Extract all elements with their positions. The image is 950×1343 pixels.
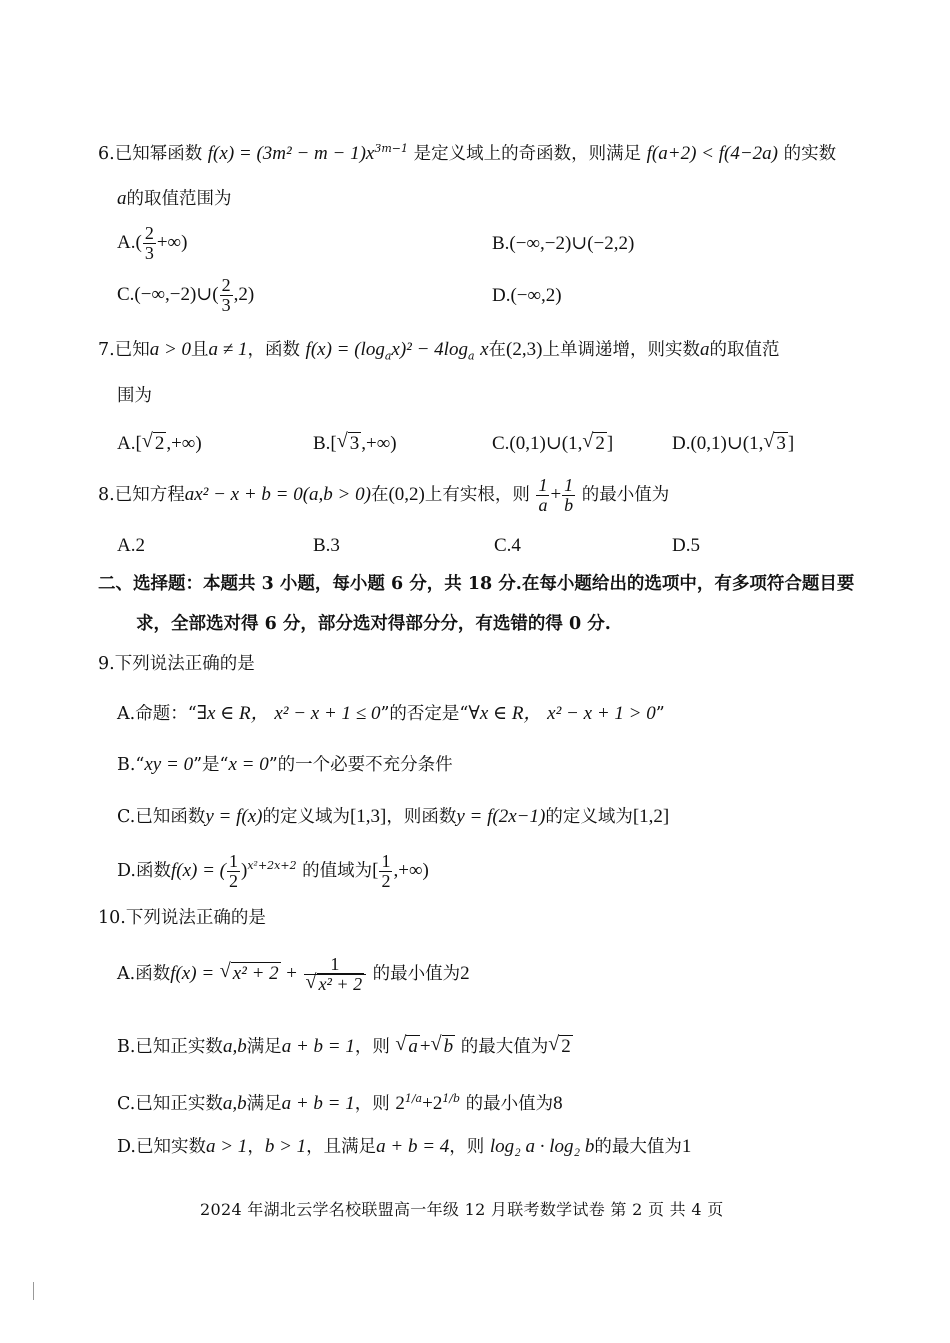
q6-option-c: C.(−∞,−2)∪( $\frac{2}{3}$ ,2): [117, 275, 255, 315]
q8-option-b: B.3: [313, 535, 340, 556]
q10-option-a: A.函数f(x) = √ x² + 2 + 1 √ x² + 2 的最小值为2: [117, 955, 470, 994]
q6-line2: a的取值范围为: [117, 188, 232, 209]
q7-line2: 围为: [117, 386, 152, 406]
q8-option-d: D.5: [672, 535, 700, 556]
q9-option-b: B.“xy = 0”是“x = 0”的一个必要不充分条件: [117, 754, 453, 775]
q6-inequality: f(a+2) < f(4−2a): [646, 143, 778, 164]
q10-stem: 10.下列说法正确的是: [98, 908, 266, 928]
section-2-heading-line2: 求，全部选对得 6 分，部分选对得部分分，有选错的得 0 分.: [136, 614, 611, 634]
scan-edge-mark: [33, 1282, 34, 1300]
q6-option-a: A.( $\frac{2}{3}$ +∞): [117, 223, 188, 263]
q9-option-d: D.函数f(x) = ( $\frac{1}{2}$ )$^{x^2+2x+2}$ 的值域为[ $\frac{1}{2}$ ,+∞): [117, 851, 429, 891]
q7-option-b: B.[√ 3 ,+∞): [313, 434, 397, 453]
section-2-heading: 二、选择题：本题共 3 小题，每小题 6 分，共 18 分.在每小题给出的选项中，有多项符合题目要: [98, 574, 855, 594]
q7-stem: 7.已知a > 0且a ≠ 1，函数 $f(x) = (\log_ax)^2 - 4\log_a$ x在(2,3)上单调递增，则实数a的取值范: [98, 339, 780, 363]
q7-option-d: D.(0,1)∪(1,√ 3 ]: [672, 434, 794, 453]
q6-function: f(x) = (3m² − m − 1)x: [207, 143, 375, 164]
q8-option-a: A.2: [117, 535, 145, 556]
q9-stem: 9.下列说法正确的是: [98, 654, 255, 674]
q9-option-a: A.命题：“∃x ∈ R， x² − x + 1 ≤ 0”的否定是“∀x ∈ R， x² − x + 1 > 0”: [117, 703, 665, 724]
q10-option-d: D.已知实数a > 1，b > 1，且满足a + b = 4，则 log₂ a · log₂ b的最大值为1: [117, 1136, 692, 1157]
q6-stem: 6.已知幂函数 $f(x) = (3m^2 - m - 1)x^{3m-1}$ 是定义域上的奇函数，则满足 f(a+2) < f(4−2a) 的实数: [98, 142, 837, 164]
q7-option-a: A.[√ 2 ,+∞): [117, 434, 202, 453]
q8-option-c: C.4: [494, 535, 521, 556]
q6-exponent: 3m−1: [374, 142, 408, 156]
q6-option-d: D.(−∞,2): [492, 285, 562, 306]
q7-option-c: C.(0,1)∪(1,√ 2 ]: [492, 434, 613, 453]
q6-option-b: B.(−∞,−2)∪(−2,2): [492, 233, 635, 254]
q10-option-b: B.已知正实数a,b满足a + b = 1，则 √ a +√ b 的最大值为√ 2: [117, 1037, 573, 1057]
page-footer: 2024 年湖北云学名校联盟高一年级 12 月联考数学试卷 第 2 页 共 4 页: [200, 1200, 724, 1219]
q9-option-c: C.已知函数y = f(x)的定义域为[1,3]，则函数y = f(2x−1)的定义域为[1,2]: [117, 806, 670, 827]
q8-stem: 8.已知方程ax² − x + b = 0(a,b > 0)在(0,2)上有实根，则 $\frac{1}{a}$ + $\frac{1}{b}$ 的最小值为: [98, 475, 670, 515]
q10-option-c: C.已知正实数a,b满足a + b = 1，则 $2^{1/a}+2^{1/b}$ 的最小值为8: [117, 1092, 563, 1114]
